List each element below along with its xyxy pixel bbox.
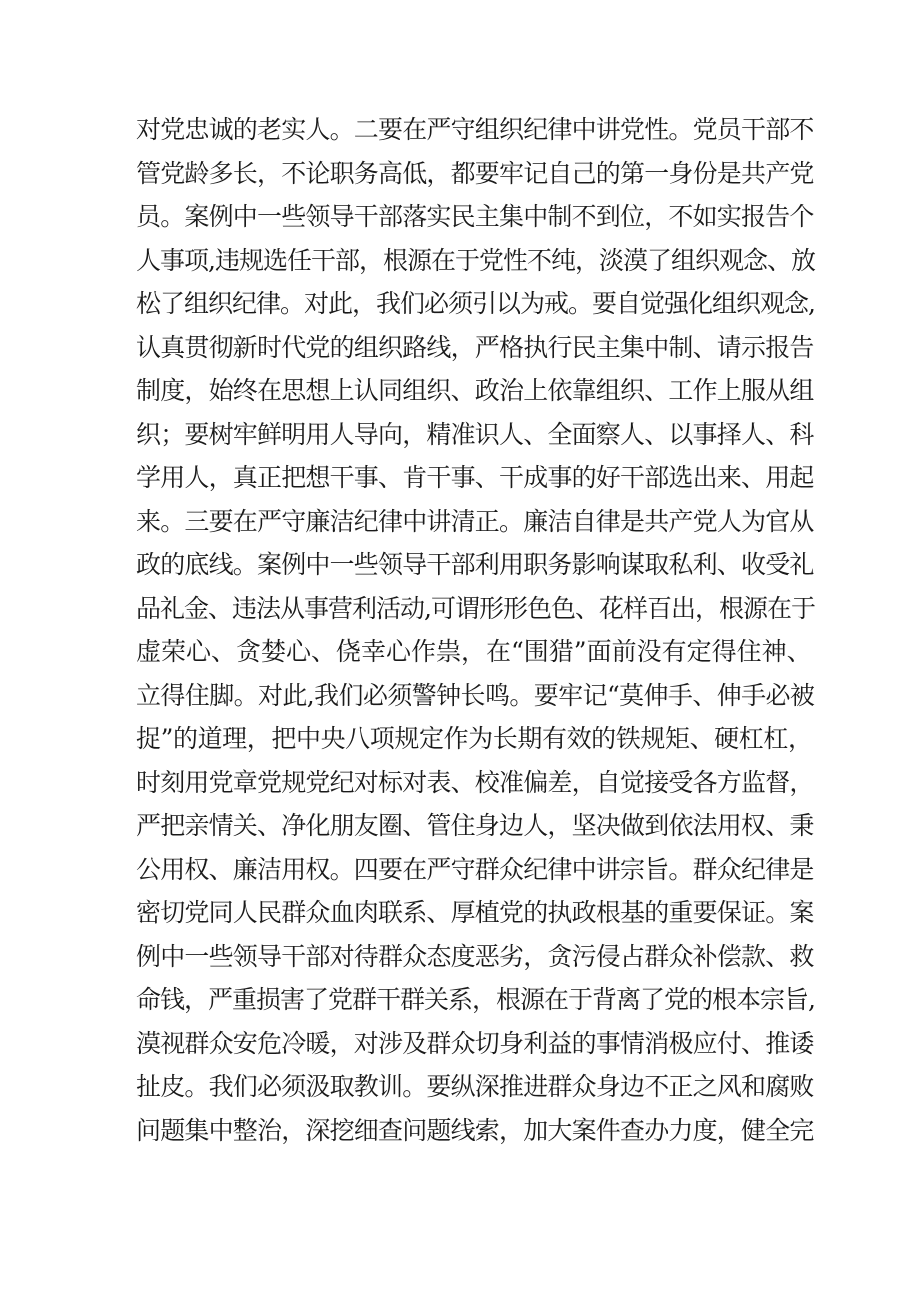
text-line: 捉”的道理，把中央八项规定作为长期有效的铁规矩、硬杠杠， xyxy=(136,724,813,753)
text-line: 漠视群众安危冷暖，对涉及群众切身利益的事情消极应付、推诿 xyxy=(136,1028,814,1058)
text-line: 例中一些领导干部对待群众态度恶劣，贪污侵占群众补偿款、救 xyxy=(136,941,814,971)
text-line: 来。三要在严守廉洁纪律中讲清正。廉洁自律是共产党人为官从 xyxy=(136,506,814,536)
text-line: 织；要树牢鲜明用人导向，精准识人、全面察人、以事择人、科 xyxy=(136,419,814,449)
text-line: 立得住脚。对此,我们必须警钟长鸣。要牢记“莫伸手、伸手必被 xyxy=(136,680,815,710)
text-line: 员。案例中一些领导干部落实民主集中制不到位，不如实报告个 xyxy=(136,202,814,231)
text-line: 学用人，真正把想干事、肯干事、干成事的好干部选出来、用起 xyxy=(136,463,814,492)
text-line: 密切党同人民群众血肉联系、厚植党的执政根基的重要保证。案 xyxy=(136,898,814,927)
text-line: 公用权、廉洁用权。四要在严守群众纪律中讲宗旨。群众纪律是 xyxy=(136,854,814,884)
text-line: 对党忠诚的老实人。二要在严守组织纪律中讲党性。党员干部不 xyxy=(136,115,814,144)
text-line: 问题集中整治，深挖细查问题线索，加大案件查办力度，健全完 xyxy=(136,1115,814,1145)
text-line: 制度，始终在思想上认同组织、政治上依靠组织、工作上服从组 xyxy=(136,376,814,405)
body-text xyxy=(136,108,816,1152)
text-line: 扯皮。我们必须汲取教训。要纵深推进群众身边不正之风和腐败 xyxy=(136,1072,814,1101)
text-line: 命钱，严重损害了党群干群关系，根源在于背离了党的根本宗旨, xyxy=(136,985,815,1014)
text-line: 虚荣心、贪婪心、侥幸心作祟，在“围猎”面前没有定得住神、 xyxy=(136,637,812,666)
text-line: 认真贯彻新时代党的组织路线，严格执行民主集中制、请示报告 xyxy=(136,332,814,362)
text-line: 严把亲情关、净化朋友圈、管住身边人，坚决做到依法用权、秉 xyxy=(136,811,814,840)
text-line: 时刻用党章党规党纪对标对表、校准偏差，自觉接受各方监督， xyxy=(136,767,814,797)
text-line: 政的底线。案例中一些领导干部利用职务影响谋取私利、收受礼 xyxy=(136,550,814,579)
text-line: 管党龄多长，不论职务高低，都要牢记自己的第一身份是共产党 xyxy=(136,158,814,188)
text-line: 品礼金、违法从事营利活动,可谓形形色色、花样百出，根源在于 xyxy=(136,593,815,623)
text-line: 人事项,违规选任干部，根源在于党性不纯，淡漠了组织观念、放 xyxy=(136,245,815,275)
text-line: 松了组织纪律。对此，我们必须引以为戒。要自觉强化组织观念, xyxy=(136,289,815,318)
